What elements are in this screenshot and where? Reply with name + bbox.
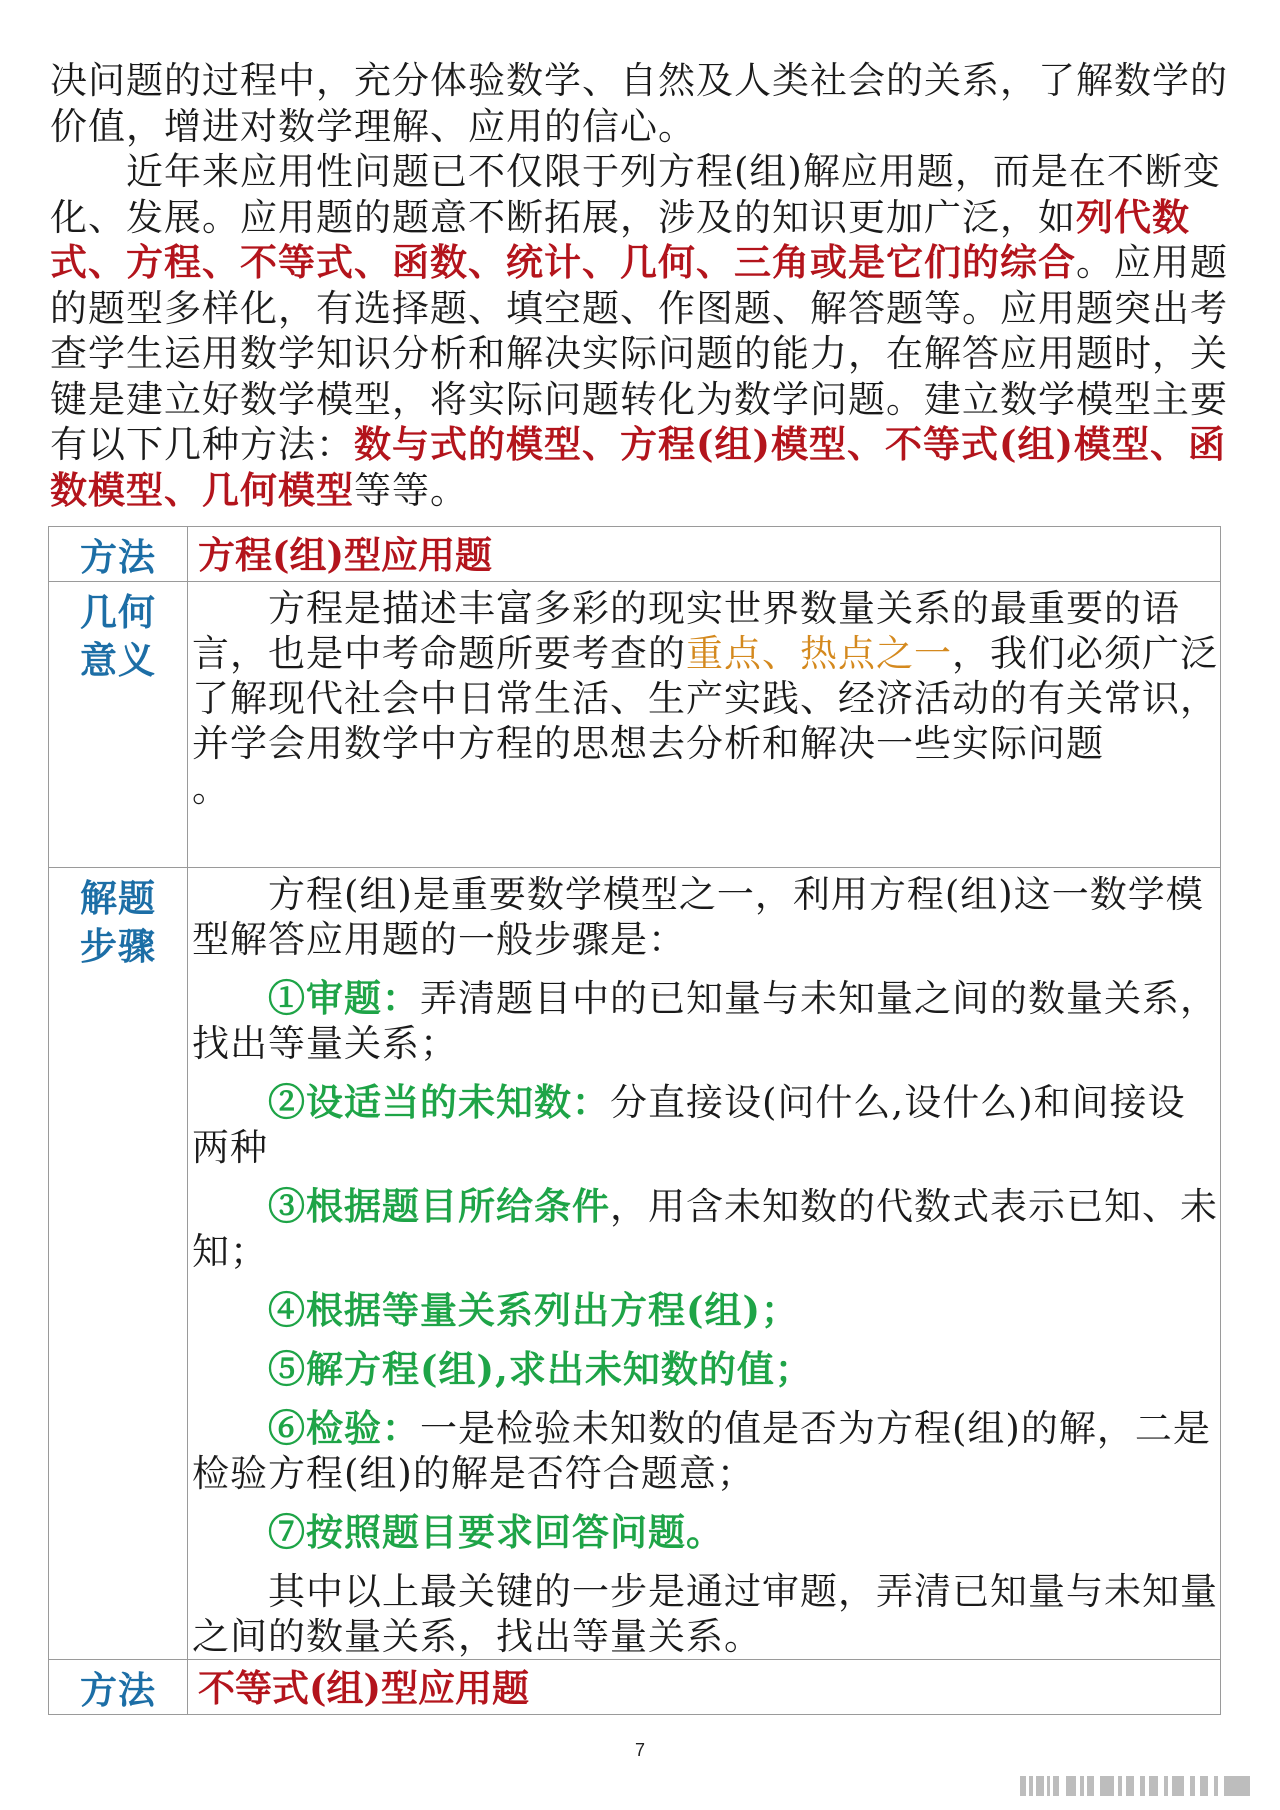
step-4-title: ④根据等量关系列出方程(组)； <box>268 1288 800 1332</box>
intro-p2-text-a: 近年来应用性问题已不仅限于列方程(组)解应用题，而是在不断变化、发展。应用题的题意不断拓展，涉及的知识更加广泛，如 <box>50 150 1221 239</box>
step-3-title: ③根据题目所给条件 <box>268 1184 610 1228</box>
step-7-title: ⑦按照题目要求回答问题。 <box>268 1510 724 1554</box>
step-4 <box>192 1288 1220 1333</box>
solution-steps-content <box>188 868 1221 1660</box>
step-2-text: 分直接设(问什么,设什么)和间接设两种 <box>192 1081 1186 1169</box>
meaning-text-b: ，我们必须广泛了解现代社会中日常生活、生产实践、经济活动的有关常识，并学会用数学中方程的思想去分析和解决一些实际问题 <box>192 632 1218 765</box>
method-title-text: 方程(组)型应用题 <box>198 533 493 577</box>
step-2-title: ②设适当的未知数： <box>268 1080 610 1124</box>
intro-p2-highlight-2: 数与式的模型、方程(组)模型、不等式(组)模型、函数模型、几何模型 <box>50 422 1227 512</box>
intro-p2-text-c: 等等。 <box>354 468 468 512</box>
row-label-line-1: 几何 <box>80 590 156 634</box>
step-6 <box>192 1406 1220 1496</box>
page-number: 7 <box>634 1740 645 1760</box>
row-label-line-1: 解题 <box>80 876 156 920</box>
intro-p1-text: 决问题的过程中，充分体验数学、自然及人类社会的关系，了解数学的价值，增进对数学理解、应用的信心。 <box>50 59 1228 148</box>
step-5-title: ⑤解方程(组),求出未知数的值； <box>268 1347 813 1391</box>
table-row-solution-steps <box>49 868 1221 1660</box>
step-6-text: 一是检验未知数的值是否为方程(组)的解，二是检验方程(组)的解是否符合题意； <box>192 1407 1211 1495</box>
meaning-end-mark: 。 <box>192 767 230 810</box>
step-6-title: ⑥检验： <box>268 1406 420 1450</box>
row-label-line-2: 意义 <box>80 638 156 682</box>
steps-conclusion: 其中以上最关键的一步是通过审题，弄清已知量与未知量之间的数量关系，找出等量关系。 <box>192 1570 1218 1658</box>
row-label <box>49 527 188 582</box>
step-1-title: ①审题： <box>268 976 420 1020</box>
row-label <box>49 582 188 868</box>
method-title-text: 不等式(组)型应用题 <box>198 1666 530 1710</box>
steps-intro: 方程(组)是重要数学模型之一，利用方程(组)这一数学模型解答应用题的一般步骤是： <box>192 873 1204 961</box>
geometric-meaning-content <box>188 582 1221 868</box>
step-1-text: 弄清题目中的已知量与未知量之间的数量关系，找出等量关系； <box>192 977 1218 1065</box>
intro-paragraph-2 <box>50 149 1230 513</box>
meaning-highlight: 重点、热点之一 <box>686 632 952 675</box>
intro-p2-highlight-1: 列代数式、方程、不等式、函数、统计、几何、三角或是它们的综合 <box>50 194 1190 284</box>
methods-table <box>48 526 1221 1715</box>
intro-p2-text-b: 。应用题的题型多样化，有选择题、填空题、作图题、解答题等。应用题突出考查学生运用数学知识分析和解决实际问题的能力，在解答应用题时，关键是建立好数学模型，将实际问题转化为数学问题。建立数学模型主要有以下几种方法： <box>50 241 1228 466</box>
step-1 <box>192 976 1220 1066</box>
step-3 <box>192 1184 1220 1274</box>
row-label <box>49 868 188 1660</box>
step-5 <box>192 1347 1220 1392</box>
meaning-text-a: 方程是描述丰富多彩的现实世界数量关系的最重要的语言，也是中考命题所要考查的 <box>192 587 1180 675</box>
geometric-meaning-paragraph <box>192 586 1220 766</box>
row-label-text: 方法 <box>80 535 156 579</box>
step-2 <box>192 1080 1220 1170</box>
row-label-text: 方法 <box>80 1668 156 1712</box>
row-label-line-2: 步骤 <box>80 924 156 968</box>
row-label <box>49 1660 188 1715</box>
watermark-mark <box>1020 1774 1250 1798</box>
intro-section <box>50 58 1230 513</box>
intro-paragraph-1 <box>50 58 1230 149</box>
method-title <box>188 527 1221 582</box>
table-row-geometric-meaning <box>49 582 1221 868</box>
table-row-method-inequality <box>49 1660 1221 1715</box>
step-3-text: ，用含未知数的代数式表示已知、未知； <box>192 1185 1218 1273</box>
table-row-method-equation <box>49 527 1221 582</box>
method-title <box>188 1660 1221 1715</box>
step-7 <box>192 1510 1220 1555</box>
